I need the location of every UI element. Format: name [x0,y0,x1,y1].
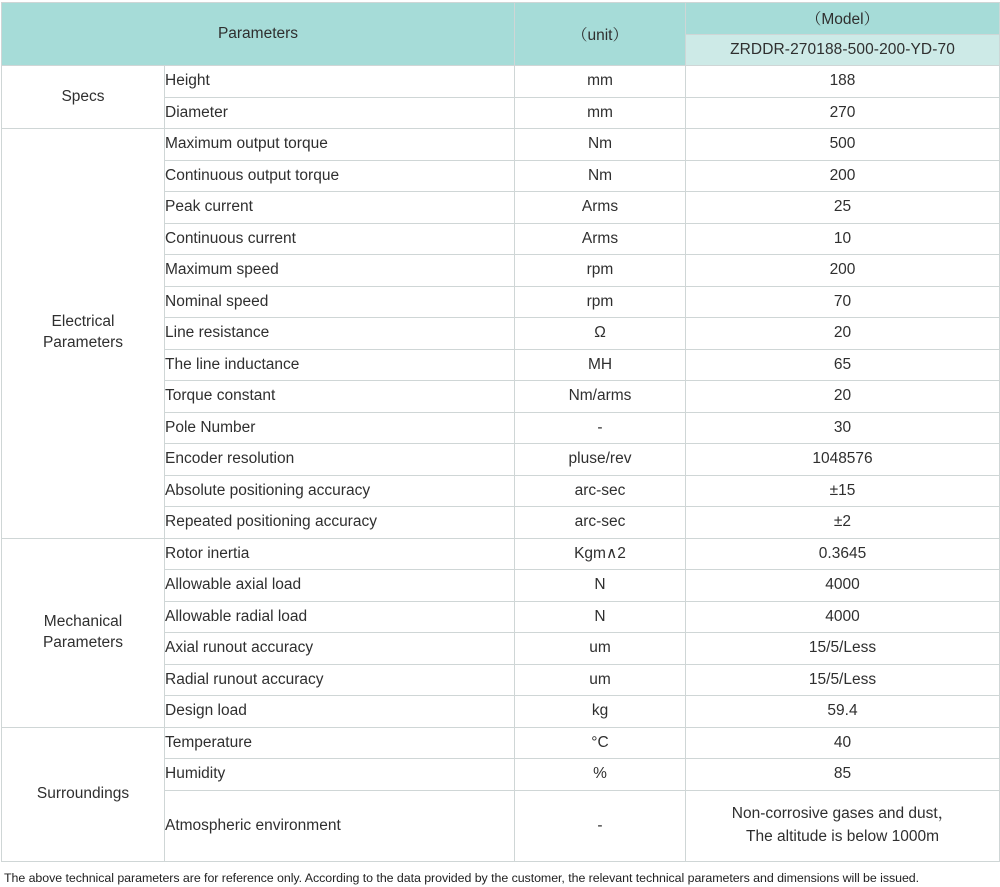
param-value: 20 [686,318,1000,350]
table-row [2,129,1000,161]
param-value: 0.3645 [686,538,1000,570]
param-name: Line resistance [165,318,515,350]
spec-sheet [0,2,1000,886]
param-value-line2: The altitude is below 1000m [745,827,939,845]
param-name: Torque constant [165,381,515,413]
header-model-code: ZRDDR-270188-500-200-YD-70 [686,34,1000,66]
param-unit: arc-sec [515,507,686,539]
param-value: 85 [686,759,1000,791]
param-unit: rpm [515,286,686,318]
param-value: 10 [686,223,1000,255]
param-unit: Kgm∧2 [515,538,686,570]
param-unit: - [515,412,686,444]
param-value: 30 [686,412,1000,444]
param-name: Pole Number [165,412,515,444]
param-unit: arc-sec [515,475,686,507]
param-value: 188 [686,66,1000,98]
param-name: Height [165,66,515,98]
group-label-line2: Parameters [42,334,124,352]
param-unit: Nm/arms [515,381,686,413]
param-name: Repeated positioning accuracy [165,507,515,539]
header-parameters: Parameters [2,3,515,66]
param-value: 70 [686,286,1000,318]
param-name: Continuous output torque [165,160,515,192]
param-unit: N [515,601,686,633]
param-name: Nominal speed [165,286,515,318]
header-model: （Model） [686,3,1000,35]
param-name: Rotor inertia [165,538,515,570]
param-name: Diameter [165,97,515,129]
param-value: 200 [686,160,1000,192]
param-name: Design load [165,696,515,728]
param-unit: Ω [515,318,686,350]
param-value: 59.4 [686,696,1000,728]
table-row [2,538,1000,570]
param-value: 4000 [686,570,1000,602]
param-unit: mm [515,97,686,129]
param-unit: rpm [515,255,686,287]
table-body [2,66,1000,862]
param-unit: Nm [515,129,686,161]
param-value: 200 [686,255,1000,287]
footnote: The above technical parameters are for reference only. According to the data provided by the customer, the relevant technical parameters and dimensions will be issued. [4,870,920,885]
param-name: Atmospheric environment [165,790,515,861]
group-label-mechanical-parameters [2,538,165,727]
param-unit: um [515,664,686,696]
param-value: 15/5/Less [686,664,1000,696]
param-name: Maximum speed [165,255,515,287]
param-name: Encoder resolution [165,444,515,476]
param-value: 25 [686,192,1000,224]
param-unit: kg [515,696,686,728]
param-value: 270 [686,97,1000,129]
param-value-line1: Non-corrosive gases and dust， [731,805,954,823]
param-value: 40 [686,727,1000,759]
group-label-line2: Parameters [42,633,124,651]
param-value: 4000 [686,601,1000,633]
param-unit: mm [515,66,686,98]
group-label-line1: Mechanical [43,612,123,630]
param-unit: Nm [515,160,686,192]
param-name: Peak current [165,192,515,224]
param-unit: um [515,633,686,665]
specifications-table [1,2,1000,862]
param-unit: N [515,570,686,602]
param-unit: Arms [515,192,686,224]
param-value: 500 [686,129,1000,161]
group-label-electrical-parameters [2,129,165,539]
param-name: Absolute positioning accuracy [165,475,515,507]
param-name: Temperature [165,727,515,759]
param-name: Continuous current [165,223,515,255]
param-value: 15/5/Less [686,633,1000,665]
group-label-line1: Electrical [51,313,115,331]
param-value: ±15 [686,475,1000,507]
table-header [2,3,1000,66]
header-row [2,3,1000,35]
param-name: Humidity [165,759,515,791]
table-row [2,727,1000,759]
param-unit: MH [515,349,686,381]
param-value: 65 [686,349,1000,381]
param-value [686,790,1000,861]
param-name: Maximum output torque [165,129,515,161]
header-unit: （unit） [515,3,686,66]
group-label-surroundings: Surroundings [2,727,165,861]
param-unit: - [515,790,686,861]
param-name: Allowable radial load [165,601,515,633]
param-name: Radial runout accuracy [165,664,515,696]
param-unit: °C [515,727,686,759]
param-name: Allowable axial load [165,570,515,602]
param-name: Axial runout accuracy [165,633,515,665]
param-unit: Arms [515,223,686,255]
param-value: 1048576 [686,444,1000,476]
param-unit: % [515,759,686,791]
param-value: ±2 [686,507,1000,539]
param-unit: pluse/rev [515,444,686,476]
param-value: 20 [686,381,1000,413]
table-row [2,66,1000,98]
group-label-specs: Specs [2,66,165,129]
param-name: The line inductance [165,349,515,381]
